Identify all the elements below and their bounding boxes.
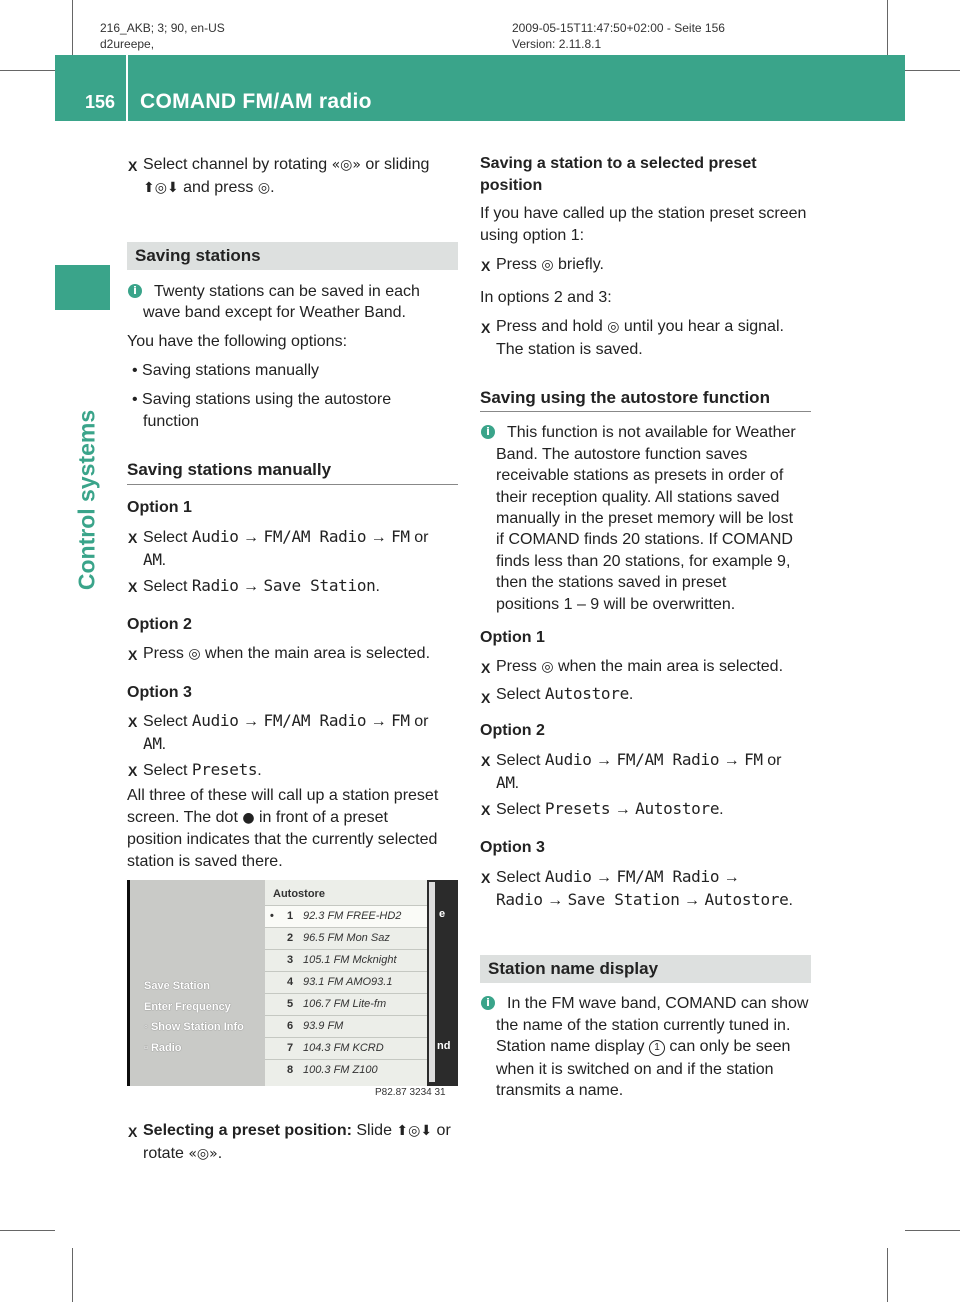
arrow-icon: → [243, 529, 260, 546]
text: rotate [143, 1145, 189, 1162]
step-cont: Radio → Save Station → Autostore. [496, 890, 793, 909]
row-num: 7 [287, 1042, 294, 1054]
step-marker-icon: X [128, 579, 138, 595]
info-icon: i [481, 425, 495, 439]
arrow-icon: → [723, 752, 740, 769]
body-text: using option 1: [480, 227, 585, 244]
side-label: e [439, 908, 446, 920]
menu-term: Autostore [544, 684, 629, 703]
row-num: 4 [287, 976, 294, 988]
arrow-icon: → [614, 801, 631, 818]
row-num: 3 [287, 954, 294, 966]
header-divider [126, 55, 128, 121]
info-icon: i [128, 284, 142, 298]
step [496, 656, 783, 678]
text: Saving stations manually [142, 362, 320, 379]
image-caption: P82.87 3234 31 [375, 1087, 446, 1098]
step-cont: The station is saved. [496, 341, 643, 358]
text: Slide [351, 1122, 397, 1139]
body-text [127, 807, 388, 829]
preset-row: • 1 92.3 FM FREE-HD2 [265, 905, 427, 928]
row-num: 1 [287, 910, 294, 922]
info-icon: i [481, 996, 495, 1010]
step-cont: rotate «◎». [143, 1145, 223, 1162]
press-controller-icon: ◎ [607, 319, 620, 335]
text: can only be seen [664, 1038, 791, 1055]
step-marker-icon: X [481, 802, 491, 818]
step [143, 643, 430, 665]
text: Saving stations using the autostore [142, 391, 392, 408]
intro-step [143, 154, 429, 176]
meta-line: 216_AKB; 3; 90, en-US [100, 21, 225, 35]
sidebar-section-title: Control systems [73, 409, 100, 591]
row-num: 2 [287, 932, 294, 944]
arrow-icon: → [547, 892, 564, 909]
heading-rule [127, 484, 458, 485]
preset-row [265, 993, 427, 1016]
info-text: the name of the station currently tuned in. [496, 1017, 791, 1034]
row-num: 8 [287, 1064, 294, 1076]
menu-term: AM [496, 773, 515, 792]
step-marker-icon: X [128, 530, 138, 546]
sidebar-tab [55, 265, 110, 310]
menu-term: Audio [544, 750, 592, 769]
dot-icon: ● [242, 810, 255, 826]
menu-item: Enter Frequency [144, 1001, 231, 1013]
text: briefly. [553, 256, 604, 273]
info-text: transmits a name. [496, 1082, 624, 1099]
step-marker-icon: X [481, 660, 491, 676]
body-text: station is saved there. [127, 853, 283, 870]
preset-row [265, 927, 427, 950]
step: Select Presets → Autostore. [496, 799, 724, 818]
menu-item: ◦ Show Station Info [144, 1021, 244, 1033]
text: Select channel by rotating [143, 156, 332, 173]
text: or [409, 529, 429, 546]
info-text: finds less than 20 stations, for example 9, [496, 553, 791, 570]
option-label: Option 3 [127, 684, 192, 701]
step-marker-icon: X [481, 870, 491, 886]
text: Select [143, 713, 192, 730]
menu-term: FM/AM Radio [263, 527, 367, 546]
preset-row [265, 971, 427, 994]
step-cont: AM. [143, 550, 167, 569]
option-label: Option 1 [480, 629, 545, 646]
scrollbar [429, 882, 435, 1082]
menu-term: Presets [544, 799, 611, 818]
text: or [432, 1122, 451, 1139]
step-marker-icon: X [128, 763, 138, 779]
menu-term: FM [391, 711, 410, 730]
row-label: 93.1 FM AMO93.1 [303, 976, 393, 988]
heading-rule [480, 411, 811, 412]
arrow-icon: → [370, 529, 387, 546]
step [143, 526, 428, 549]
crop-mark [0, 1230, 55, 1231]
text: or sliding [360, 156, 430, 173]
arrow-icon: → [370, 713, 387, 730]
chapter-title: COMAND FM/AM radio [140, 90, 372, 113]
text: Select [143, 762, 192, 779]
rotate-controller-icon: «◎» [188, 1146, 218, 1162]
arrow-icon: → [723, 869, 740, 886]
step [496, 749, 781, 772]
menu-term: FM/AM Radio [616, 750, 720, 769]
press-controller-icon: ◎ [541, 659, 554, 675]
text: Press [496, 658, 542, 675]
crop-mark [72, 0, 73, 55]
meta-line: 2009-05-15T11:47:50+02:00 - Seite 156 [512, 21, 725, 35]
step [496, 866, 740, 889]
step-cont: AM. [143, 734, 167, 753]
option-label: Option 2 [480, 722, 545, 739]
info-text [496, 1036, 790, 1058]
info-text: Band. The autostore function saves [496, 446, 748, 463]
crop-mark [887, 0, 888, 55]
row-num: 5 [287, 998, 294, 1010]
row-label: 93.9 FM [303, 1020, 344, 1032]
step [143, 710, 428, 733]
step [496, 254, 604, 276]
crop-mark [905, 1230, 960, 1231]
step-marker-icon: X [128, 647, 138, 663]
section-heading-bar [127, 242, 458, 270]
sub-heading: position [480, 177, 543, 194]
step-marker-icon: X [481, 690, 491, 706]
body-text: All three of these will call up a station preset [127, 787, 439, 804]
menu-term: Autostore [704, 890, 789, 909]
body-text: position indicates that the currently selected [127, 831, 438, 848]
menu-term: AM [143, 550, 162, 569]
text: or [409, 713, 429, 730]
info-text: receivable stations as presets in order of [496, 467, 784, 484]
info-text: if COMAND finds 20 stations. If COMAND [496, 531, 793, 548]
doc-meta-left [100, 20, 225, 52]
menu-term: FM/AM Radio [616, 867, 720, 886]
arrow-icon: → [596, 869, 613, 886]
section-heading-bar [480, 955, 811, 983]
side-panel [427, 880, 458, 1086]
menu-term: Audio [544, 867, 592, 886]
list-item: • Saving stations manually [132, 362, 320, 379]
sub-heading: Saving using the autostore function [480, 388, 770, 407]
list-item: • Saving stations using the autostore [132, 391, 392, 408]
row-label: 104.3 FM KCRD [303, 1042, 384, 1054]
step [496, 316, 784, 338]
menu-term: Autostore [635, 799, 720, 818]
text: Show Station Info [150, 1021, 244, 1033]
body-text: In options 2 and 3: [480, 289, 612, 306]
preset-row [265, 1037, 427, 1060]
row-label: 100.3 FM Z100 [303, 1064, 378, 1076]
step-marker-icon: X [481, 258, 491, 274]
text: Radio [150, 1042, 182, 1054]
menu-term: Presets [191, 760, 258, 779]
info-text: manually in the preset memory will be lost [496, 510, 794, 527]
side-label: nd [437, 1040, 451, 1052]
text: in front of a preset [254, 809, 388, 826]
page-number: 156 [85, 92, 116, 112]
meta-line: d2ureepe, [100, 37, 155, 51]
sub-heading: Saving stations manually [127, 460, 332, 479]
text: Station name display [496, 1038, 649, 1055]
info-text: positions 1 – 9 will be overwritten. [496, 596, 736, 613]
text: Select [143, 578, 192, 595]
list-item-cont: function [143, 413, 200, 430]
info-text: This function is not available for Weather [507, 424, 796, 441]
press-controller-icon: ◎ [541, 257, 554, 273]
list-title: Autostore [273, 888, 325, 900]
menu-term: Audio [191, 711, 239, 730]
preset-screen-image [127, 880, 458, 1086]
text: Press [496, 256, 542, 273]
body-text: If you have called up the station preset screen [480, 205, 807, 222]
step: Select Radio → Save Station. [143, 576, 380, 595]
info-text: wave band except for Weather Band. [143, 304, 406, 321]
step: Select Presets. [143, 760, 262, 779]
intro-step-line2: ⬆◎⬇ and press ◎. [143, 179, 275, 196]
text: or [762, 752, 782, 769]
crop-mark [0, 70, 55, 71]
menu-item: Save Station [144, 980, 211, 992]
text: Press and hold [496, 318, 608, 335]
info-text: their reception quality. All stations saved [496, 489, 780, 506]
step-marker-icon: X [128, 158, 138, 174]
step-marker-icon: X [128, 1124, 138, 1140]
step [143, 1120, 451, 1142]
row-num: 6 [287, 1020, 294, 1032]
crop-mark [887, 1248, 888, 1302]
menu-term: Save Station [263, 576, 376, 595]
rotate-controller-icon: «◎» [331, 157, 361, 173]
text: Press [143, 645, 189, 662]
bold-text: Selecting a preset position: [143, 1122, 352, 1139]
menu-term: Radio [191, 576, 239, 595]
body-text: You have the following options: [127, 333, 348, 350]
info-text: then the stations saved in preset [496, 574, 727, 591]
row-label: 96.5 FM Mon Saz [303, 932, 390, 944]
menu-term: Radio [496, 890, 543, 909]
callout-1-icon: 1 [649, 1040, 665, 1056]
slide-controller-icon: ⬆◎⬇ [143, 180, 179, 196]
meta-line: Version: 2.11.8.1 [512, 37, 602, 51]
press-controller-icon: ◎ [188, 646, 201, 662]
text: until you hear a signal. [619, 318, 784, 335]
step-marker-icon: X [481, 320, 491, 336]
text: when the main area is selected. [200, 645, 431, 662]
info-text: In the FM wave band, COMAND can show [507, 995, 809, 1012]
crop-mark [905, 70, 960, 71]
text: Select [143, 529, 192, 546]
text: when the main area is selected. [553, 658, 784, 675]
preset-row [265, 1015, 427, 1038]
text: Select [496, 869, 545, 886]
text: Select [496, 752, 545, 769]
doc-meta-right [512, 20, 725, 52]
preset-row [265, 1059, 427, 1082]
menu-term: FM [744, 750, 763, 769]
preset-row [265, 949, 427, 972]
row-label: 105.1 FM Mcknight [303, 954, 397, 966]
menu-term: FM/AM Radio [263, 711, 367, 730]
press-controller-icon: ◎ [257, 180, 271, 196]
text: Select [496, 686, 545, 703]
option-label: Option 2 [127, 616, 192, 633]
sub-heading: Saving a station to a selected preset [480, 155, 757, 172]
menu-term: Audio [191, 527, 239, 546]
slide-controller-icon: ⬆◎⬇ [396, 1123, 433, 1139]
option-label: Option 1 [127, 499, 192, 516]
arrow-icon: → [684, 892, 701, 909]
menu-term: AM [143, 734, 162, 753]
step-marker-icon: X [481, 753, 491, 769]
info-text: when it is switched on and if the station [496, 1061, 774, 1078]
step-marker-icon: X [128, 714, 138, 730]
row-label: 92.3 FM FREE-HD2 [303, 910, 402, 922]
arrow-icon: → [243, 713, 260, 730]
section-heading: Saving stations [135, 246, 261, 265]
step-cont: AM. [496, 773, 520, 792]
panel-edge [127, 880, 130, 1086]
text: screen. The dot [127, 809, 243, 826]
row-label: 106.7 FM Lite-fm [303, 998, 387, 1010]
option-label: Option 3 [480, 839, 545, 856]
arrow-icon: → [596, 752, 613, 769]
text: Select [496, 801, 545, 818]
menu-term: FM [391, 527, 410, 546]
section-heading: Station name display [488, 959, 659, 978]
info-text: Twenty stations can be saved in each [154, 283, 420, 300]
crop-mark [72, 1248, 73, 1302]
menu-term: Save Station [567, 890, 680, 909]
step: Select Autostore. [496, 684, 634, 703]
menu-item: ▫ Radio [144, 1042, 182, 1054]
preset-list [265, 880, 427, 1086]
arrow-icon: → [243, 578, 260, 595]
text: and press [178, 179, 258, 196]
